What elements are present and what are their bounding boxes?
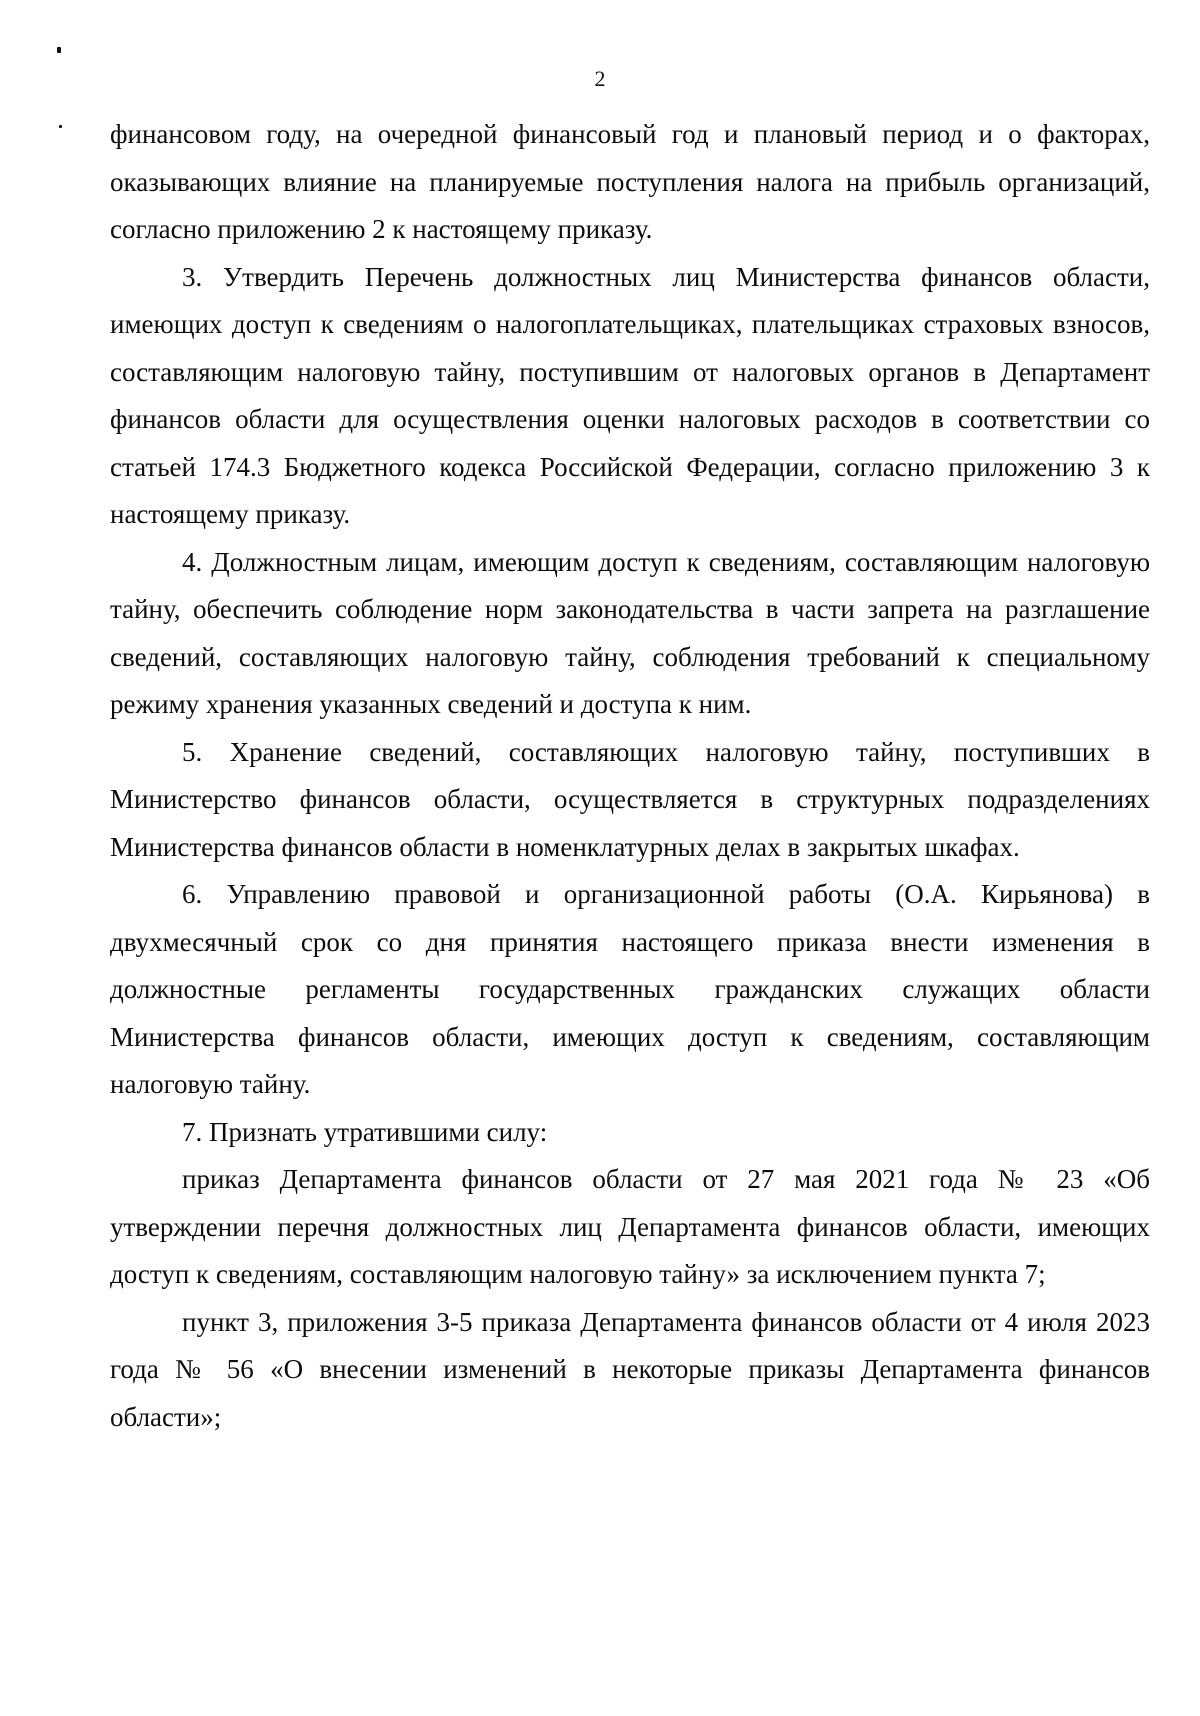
paragraph-item-7-sub-1: приказ Департамента финансов области от 27 мая 2021 года № 23 «Об утверждении перечня должностных лиц Департамента финансов области, имеющих доступ к сведениям, составляющим налоговую тайну» за исключением пункта 7;	[110, 1164, 1150, 1289]
scan-speck	[59, 125, 62, 128]
document-body	[110, 111, 1150, 1441]
paragraph-item-7: 7. Признать утратившими силу:	[182, 1116, 548, 1147]
page-number: 2	[594, 66, 606, 91]
paragraph-item-7-sub-2: пункт 3, приложения 3-5 приказа Департамента финансов области от 4 июля 2023 года № 56 «О внесении изменений в некоторые приказы Департамента финансов области»;	[110, 1306, 1150, 1432]
paragraph-item-3: 3. Утвердить Перечень должностных лиц Министерства финансов области, имеющих доступ к сведениям о налогоплательщиках, плательщиках страховых взносов, составляющим налоговую тайну, поступившим от налоговых органов в Департамент финансов области для осуществления оценки налоговых расходов в соответствии со статьей 174.3 Бюджетного кодекса Российской Федерации, согласно приложению 3 к настоящему приказу.	[110, 261, 1150, 529]
paragraph-item-6: 6. Управлению правовой и организационной работы (О.А. Кирьянова) в двухмесячный срок со дня принятия настоящего приказа внести изменения в должностные регламенты государственных гражданских служащих области Министерства финансов области, имеющих доступ к сведениям, составляющим налоговую тайну.	[110, 879, 1150, 1099]
paragraph-item-5: 5. Хранение сведений, составляющих налоговую тайну, поступивших в Министерство финансов области, осуществляется в структурных подразделениях Министерства финансов области в номенклатурных делах в закрытых шкафах.	[110, 736, 1150, 862]
paragraph-continuation: финансовом году, на очередной финансовый год и плановый период и о факторах, оказывающих влияние на планируемые поступления налога на прибыль организаций, согласно приложению 2 к настоящему приказу.	[110, 119, 1150, 244]
paragraph-item-4: 4. Должностным лицам, имеющим доступ к сведениям, составляющим налоговую тайну, обеспечить соблюдение норм законодательства в части запрета на разглашение сведений, составляющих налоговую тайну, соблюдения требований к специальному режиму хранения указанных сведений и доступа к ним.	[110, 546, 1150, 719]
scan-speck	[57, 47, 61, 53]
